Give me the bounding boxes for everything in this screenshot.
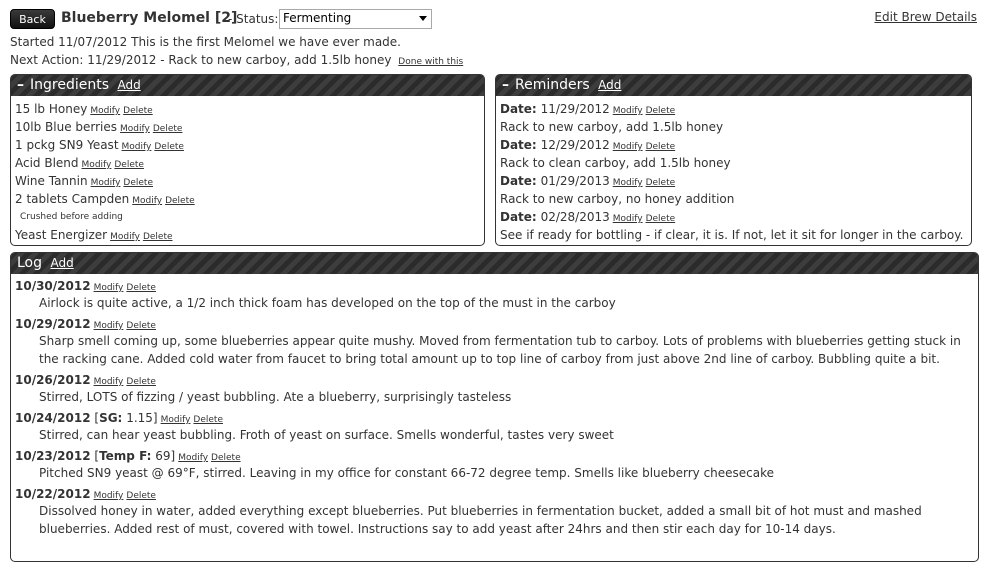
reminder-date: 11/29/2012 xyxy=(540,102,610,116)
modify-link[interactable]: Modify xyxy=(178,453,209,463)
collapse-icon[interactable]: – xyxy=(502,77,509,93)
edit-brew-details-link[interactable]: Edit Brew Details xyxy=(874,10,977,24)
log-meta-label: SG: xyxy=(99,411,123,425)
modify-link[interactable]: Modify xyxy=(132,196,163,206)
reminder-date-row xyxy=(500,100,967,118)
log-entry xyxy=(15,278,974,312)
ingredient-name: 2 tablets Campden xyxy=(15,192,130,206)
date-label: Date: xyxy=(500,174,537,188)
log-text: Stirred, LOTS of fizzing / yeast bubbling. Ate a blueberry, surprisingly tasteless xyxy=(39,390,512,404)
log-date: 10/30/2012 xyxy=(15,279,91,293)
delete-link[interactable]: Delete xyxy=(114,160,144,170)
log-entry xyxy=(15,372,974,406)
delete-link[interactable]: Delete xyxy=(126,321,156,331)
ingredient-name: 1 pckg SN9 Yeast xyxy=(15,138,119,152)
ingredients-header xyxy=(11,75,484,96)
started-line: Started 11/07/2012 This is the first Melomel we have ever made. xyxy=(10,35,401,49)
status-select-value: Fermenting xyxy=(283,11,352,25)
log-date-row xyxy=(15,316,974,332)
reminder-date-row xyxy=(500,208,967,226)
reminders-header xyxy=(496,75,971,96)
modify-link[interactable]: Modify xyxy=(110,232,140,242)
delete-link[interactable]: Delete xyxy=(123,106,153,116)
ingredient-name: Wine Tannin xyxy=(15,174,88,188)
ingredient-name: Acid Blend xyxy=(15,156,79,170)
delete-link[interactable]: Delete xyxy=(645,178,676,188)
modify-link[interactable]: Modify xyxy=(612,106,643,116)
log-date: 10/29/2012 xyxy=(15,317,91,331)
delete-link[interactable]: Delete xyxy=(193,415,223,425)
log-entry xyxy=(15,486,974,538)
delete-link[interactable]: Delete xyxy=(645,214,676,224)
ingredient-row xyxy=(15,136,480,154)
delete-link[interactable]: Delete xyxy=(165,196,195,206)
log-date-row: 10/23/2012 [Temp F: 69] Modify Delete xyxy=(15,449,241,463)
reminder-date-row xyxy=(500,136,967,154)
modify-link[interactable]: Modify xyxy=(90,178,121,188)
log-title: Log xyxy=(17,255,43,271)
collapse-icon[interactable]: – xyxy=(17,77,24,93)
add-ingredient-link[interactable]: Add xyxy=(117,78,141,92)
reminders-panel xyxy=(495,74,972,246)
log-list xyxy=(11,274,978,538)
reminder-text: Rack to clean carboy, add 1.5lb honey xyxy=(500,156,731,170)
ingredient-row xyxy=(15,172,480,190)
log-date-row xyxy=(15,278,974,294)
reminder-date: 12/29/2012 xyxy=(540,138,610,152)
reminder-text: Rack to new carboy, add 1.5lb honey xyxy=(500,120,724,134)
log-text: Stirred, can hear yeast bubbling. Froth of yeast on surface. Smells wonderful, tastes very sweet xyxy=(39,428,614,442)
back-button[interactable]: Back xyxy=(10,9,55,29)
delete-link[interactable]: Delete xyxy=(154,142,184,152)
modify-link[interactable]: Modify xyxy=(612,214,643,224)
delete-link[interactable]: Delete xyxy=(126,377,156,387)
modify-link[interactable]: Modify xyxy=(612,178,643,188)
status-select[interactable] xyxy=(279,9,432,29)
delete-link[interactable]: Delete xyxy=(645,142,676,152)
modify-link[interactable]: Modify xyxy=(160,415,191,425)
next-action-text: Next Action: 11/29/2012 - Rack to new carboy, add 1.5lb honey xyxy=(10,53,392,67)
ingredient-name: 15 lb Honey xyxy=(15,102,88,116)
delete-link[interactable]: Delete xyxy=(123,178,153,188)
ingredient-name: Yeast Energizer xyxy=(15,228,108,242)
log-panel xyxy=(10,252,979,562)
reminders-title: Reminders xyxy=(515,77,590,93)
modify-link[interactable]: Modify xyxy=(120,124,150,134)
log-date: 10/24/2012 xyxy=(15,411,91,425)
ingredients-panel xyxy=(10,74,485,246)
ingredients-list xyxy=(11,96,484,244)
reminder-text: See if ready for bottling - if clear, it is. If not, let it sit for longer in the carboy. xyxy=(500,228,964,242)
modify-link[interactable]: Modify xyxy=(93,321,124,331)
log-date: 10/26/2012 xyxy=(15,373,91,387)
log-entry xyxy=(15,410,974,444)
log-entry xyxy=(15,448,974,482)
ingredient-row xyxy=(15,190,480,208)
ingredients-title: Ingredients xyxy=(30,77,109,93)
log-meta-value: 1.15 xyxy=(126,411,153,425)
next-action-line xyxy=(10,53,463,67)
modify-link[interactable]: Modify xyxy=(612,142,643,152)
reminders-list xyxy=(496,96,971,244)
add-log-link[interactable]: Add xyxy=(50,256,74,270)
modify-link[interactable]: Modify xyxy=(121,142,152,152)
add-reminder-link[interactable]: Add xyxy=(598,78,622,92)
log-entry xyxy=(15,316,974,368)
modify-link[interactable]: Modify xyxy=(93,491,124,501)
delete-link[interactable]: Delete xyxy=(645,106,676,116)
delete-link[interactable]: Delete xyxy=(142,232,173,242)
log-date: 10/23/2012 xyxy=(15,449,91,463)
log-meta-label: Temp F: xyxy=(99,449,152,463)
log-date: 10/22/2012 xyxy=(15,487,91,501)
log-header xyxy=(11,253,978,274)
log-date-row xyxy=(15,372,974,388)
log-meta-value: 69 xyxy=(155,449,171,463)
date-label: Date: xyxy=(500,102,537,116)
done-with-this-link[interactable]: Done with this xyxy=(398,57,464,67)
modify-link[interactable]: Modify xyxy=(90,106,121,116)
ingredient-name: 10lb Blue berries xyxy=(15,120,118,134)
date-label: Date: xyxy=(500,138,537,152)
ingredient-row xyxy=(15,100,480,118)
reminder-date-row xyxy=(500,172,967,190)
date-label: Date: xyxy=(500,210,537,224)
delete-link[interactable]: Delete xyxy=(126,491,156,501)
chevron-down-icon xyxy=(419,16,427,21)
brew-title: Blueberry Melomel [2] xyxy=(61,10,238,26)
modify-link[interactable]: Modify xyxy=(93,377,124,387)
reminder-date: 02/28/2013 xyxy=(540,210,610,224)
log-text: Sharp smell coming up, some blueberries appear quite mushy. Moved from fermentation tub to carboy. Lots of problems with blueberries getting stuck in the racking cane. Added cold water from faucet to bring total amount up to top line of carboy from just above 2nd line of carboy. Bubbling quite a bit. xyxy=(39,334,961,366)
log-date-row xyxy=(15,486,974,502)
log-date-row: 10/24/2012 [SG: 1.15] Modify Delete xyxy=(15,411,223,425)
delete-link[interactable]: Delete xyxy=(126,283,156,293)
modify-link[interactable]: Modify xyxy=(93,283,124,293)
delete-link[interactable]: Delete xyxy=(152,124,183,134)
status-label: - Status: xyxy=(228,12,279,26)
ingredient-row xyxy=(15,118,480,136)
ingredient-row xyxy=(15,154,480,172)
ingredient-row xyxy=(15,226,480,244)
log-text: Dissolved honey in water, added everything except blueberries. Put blueberries in fermentation bucket, added a small bit of hot must and mashed blueberries. Added rest of must, covered with towel. Instructions say to add yeast after 24hrs and then stir each day for 10-14 days. xyxy=(39,504,922,536)
reminder-text: Rack to new carboy, no honey addition xyxy=(500,192,735,206)
log-text: Pitched SN9 yeast @ 69°F, stirred. Leaving in my office for constant 66-72 degree temp. Smells like blueberry cheesecake xyxy=(39,466,775,480)
ingredient-note: Crushed before adding xyxy=(20,212,123,222)
delete-link[interactable]: Delete xyxy=(211,453,241,463)
log-text: Airlock is quite active, a 1/2 inch thick foam has developed on the top of the must in the carboy xyxy=(39,296,616,310)
reminder-date: 01/29/2013 xyxy=(540,174,610,188)
modify-link[interactable]: Modify xyxy=(81,160,112,170)
